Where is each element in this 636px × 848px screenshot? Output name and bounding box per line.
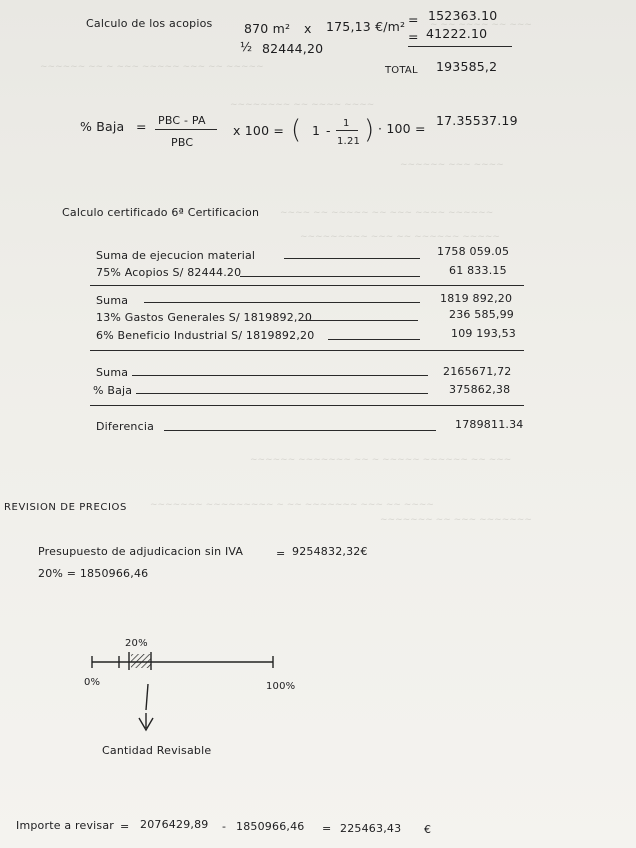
certificado-row-value: 236 585,99 [449, 308, 514, 321]
certificado-row-value: 109 193,53 [451, 327, 516, 340]
certificado-row-label: 6% Beneficio Industrial S/ 1819892,20 [96, 329, 315, 342]
baja-paren-close: ) [364, 115, 375, 145]
acopios-half-result: 41222.10 [426, 26, 488, 41]
importe-equals: = [120, 820, 130, 833]
importe-minus: - [222, 820, 227, 833]
bleed-through-text: ~~~~~~~~ ~~ ~~~~ ~~~~ [230, 100, 375, 110]
acopios-price: 175,13 €/m² [326, 19, 406, 34]
acopios-area: 870 m² [244, 21, 291, 36]
bleed-through-text: ~~~~~~~~~ ~~~ ~~ ~~~~~~ ~~~~~ [300, 232, 500, 242]
presupuesto-label: Presupuesto de adjudicacion sin IVA [38, 545, 244, 558]
baja-one: 1 [312, 123, 321, 138]
acopios-result: 152363.10 [428, 8, 498, 23]
hatched-zone [131, 654, 151, 668]
bleed-through-text: ~~~~~~ ~~~~~~~ ~~ ~ ~~~~~ ~~~~~~ ~~ ~~~ [250, 455, 512, 465]
diagram-label-0: 0% [84, 677, 101, 688]
importe-label: Importe a revisar [16, 819, 115, 832]
baja-minus: - [326, 123, 331, 138]
importe-result: 225463,43 [340, 822, 402, 835]
certificado-row-label: Suma [96, 294, 129, 307]
certificado-row-value: 61 833.15 [449, 264, 507, 277]
diagram-label-100: 100% [266, 681, 296, 692]
acopios-total-value: 193585,2 [436, 59, 498, 74]
presupuesto-value: 9254832,32€ [292, 545, 368, 558]
baja-times-100: x 100 = [233, 123, 285, 138]
importe-deduction: 1850966,46 [236, 820, 305, 833]
acopios-equals-1: = [408, 12, 419, 27]
baja-denominator: PBC [171, 136, 194, 149]
baja-inner-denominator: 1.21 [337, 136, 361, 147]
certificado-row-label: % Baja [93, 384, 133, 397]
importe-equals-2: = [322, 822, 332, 835]
diagram-label-20: 20% [125, 638, 148, 649]
bleed-through-text: ~~~~ ~~ ~~~~~ ~~ ~~~ ~~~~ ~~~~~~ [280, 208, 494, 218]
baja-paren-open: ( [291, 115, 302, 145]
certificado-row-value: 375862,38 [449, 383, 511, 396]
certificado-row-label: Suma [96, 366, 129, 379]
bleed-through-text: ~~~~~~~ ~~~~~~~~~ ~ ~~ ~~~~~~~ ~~~ ~~ ~~~~ [150, 500, 434, 510]
certificado-row-label: Suma de ejecucion material [96, 249, 256, 262]
pointer-line [146, 684, 148, 710]
baja-times-100-b: · 100 = [378, 121, 426, 136]
certificado-row-label: Diferencia [96, 420, 155, 433]
certificado-row-value: 2165671,72 [443, 365, 512, 378]
baja-result: 17.35537.19 [436, 113, 518, 128]
revision-title: REVISION DE PRECIOS [4, 502, 127, 513]
baja-equals: = [136, 119, 147, 134]
baja-inner-numerator: 1 [343, 118, 350, 129]
acopios-times: x [304, 21, 312, 36]
importe-total: 2076429,89 [140, 818, 209, 831]
bleed-through-text: ~~~~~~ ~~~ ~~~~ [400, 160, 504, 170]
acopios-half-value: 82444,20 [262, 41, 324, 56]
bleed-through-text: ~ ~~ ~~~~ ~~ ~~~ [430, 20, 532, 30]
certificado-title: Calculo certificado 6ª Certificacion [62, 206, 260, 219]
baja-numerator: PBC - PA [158, 114, 206, 127]
certificado-row-label: 13% Gastos Generales S/ 1819892,20 [96, 311, 313, 324]
certificado-row-value: 1789811.34 [455, 418, 524, 431]
twenty-percent-line: 20% = 1850966,46 [38, 567, 149, 580]
bleed-through-text: ~~~~~~~ ~~ ~~~ ~~~~~~~ [380, 515, 532, 525]
acopios-half: ½ [240, 39, 253, 54]
importe-currency: € [424, 823, 432, 836]
certificado-row-label: 75% Acopios S/ 82444.20 [96, 266, 242, 279]
diagram-caption: Cantidad Revisable [102, 744, 212, 757]
bleed-through-text: ~~~~~~ ~~ ~ ~~~ ~~~~~ ~~~ ~~ ~~~~~ [40, 62, 264, 72]
acopios-equals-2: = [408, 29, 419, 44]
presupuesto-equals: = [276, 547, 286, 560]
certificado-row-value: 1819 892,20 [440, 292, 513, 305]
acopios-total-label: TOTAL [385, 65, 418, 76]
baja-label: % Baja [80, 119, 125, 134]
acopios-title: Calculo de los acopios [86, 17, 213, 30]
certificado-row-value: 1758 059.05 [437, 245, 510, 258]
